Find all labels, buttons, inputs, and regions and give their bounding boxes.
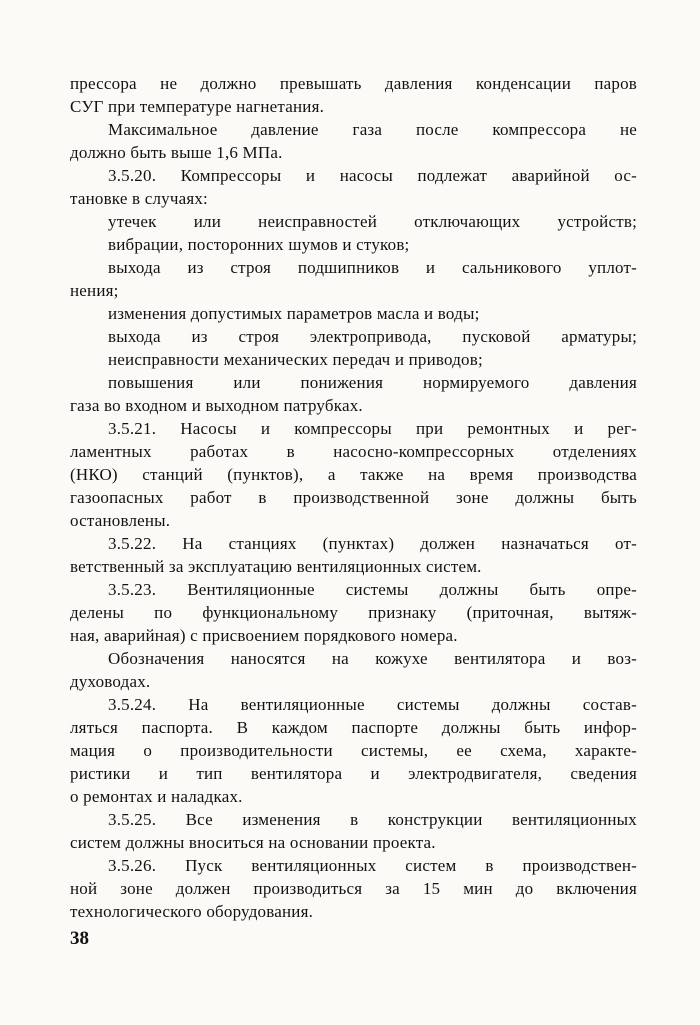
text-line: о ремонтах и наладках. xyxy=(70,787,243,806)
text-line: духоводах. xyxy=(70,672,151,691)
page-text xyxy=(70,72,637,923)
text-line: 3.5.23. Вентиляционные системы должны быть опре- xyxy=(108,580,637,599)
text-line: 3.5.22. На станциях (пунктах) должен назначаться от- xyxy=(108,534,637,553)
text-line: ламентных работах в насосно-компрессорных отделениях xyxy=(70,442,637,461)
text-line: ляться паспорта. В каждом паспорте должны быть инфор- xyxy=(70,718,637,737)
text-line: Максимальное давление газа после компрессора не xyxy=(108,120,637,139)
text-line: выхода из строя подшипников и сальникового уплот- xyxy=(108,258,637,277)
text-line: 3.5.25. Все изменения в конструкции вентиляционных xyxy=(108,810,637,829)
text-line: повышения или понижения нормируемого давления xyxy=(108,373,637,392)
text-line: вибрации, посторонних шумов и стуков; xyxy=(108,235,410,254)
text-line: технологического оборудования. xyxy=(70,902,314,921)
text-line: ветственный за эксплуатацию вентиляционных систем. xyxy=(70,557,482,576)
text-line: мация о производительности системы, ее схема, характе- xyxy=(70,741,637,760)
text-line: 3.5.21. Насосы и компрессоры при ремонтных и рег- xyxy=(108,419,637,438)
text-line: нения; xyxy=(70,281,119,300)
text-line: остановлены. xyxy=(70,511,171,530)
text-line: делены по функциональному признаку (приточная, вытяж- xyxy=(70,603,637,622)
text-line: неисправности механических передач и приводов; xyxy=(108,350,483,369)
text-line: (НКО) станций (пунктов), а также на время производства xyxy=(70,465,637,484)
text-line: 3.5.26. Пуск вентиляционных систем в производствен- xyxy=(108,856,637,875)
text-line: 3.5.20. Компрессоры и насосы подлежат аварийной ос- xyxy=(108,166,637,185)
text-line: прессора не должно превышать давления конденсации паров xyxy=(70,74,637,93)
text-line: ная, аварийная) с присвоением порядкового номера. xyxy=(70,626,458,645)
text-line: систем должны вноситься на основании проекта. xyxy=(70,833,436,852)
text-line: утечек или неисправностей отключающих устройств; xyxy=(108,212,637,231)
text-line: выхода из строя электропривода, пусковой арматуры; xyxy=(108,327,637,346)
text-line: СУГ при температуре нагнетания. xyxy=(70,97,325,116)
text-line: Обозначения наносятся на кожухе вентилятора и воз- xyxy=(108,649,637,668)
text-line: ной зоне должен производиться за 15 мин до включения xyxy=(70,879,637,898)
text-line: ристики и тип вентилятора и электродвигателя, сведения xyxy=(70,764,637,783)
text-line: газа во входном и выходном патрубках. xyxy=(70,396,363,415)
page-number: 38 xyxy=(70,928,89,949)
text-line: должно быть выше 1,6 МПа. xyxy=(70,143,283,162)
text-line: тановке в случаях: xyxy=(70,189,208,208)
text-line: газоопасных работ в производственной зоне должны быть xyxy=(70,488,637,507)
text-line: 3.5.24. На вентиляционные системы должны состав- xyxy=(108,695,637,714)
text-line: изменения допустимых параметров масла и воды; xyxy=(108,304,480,323)
